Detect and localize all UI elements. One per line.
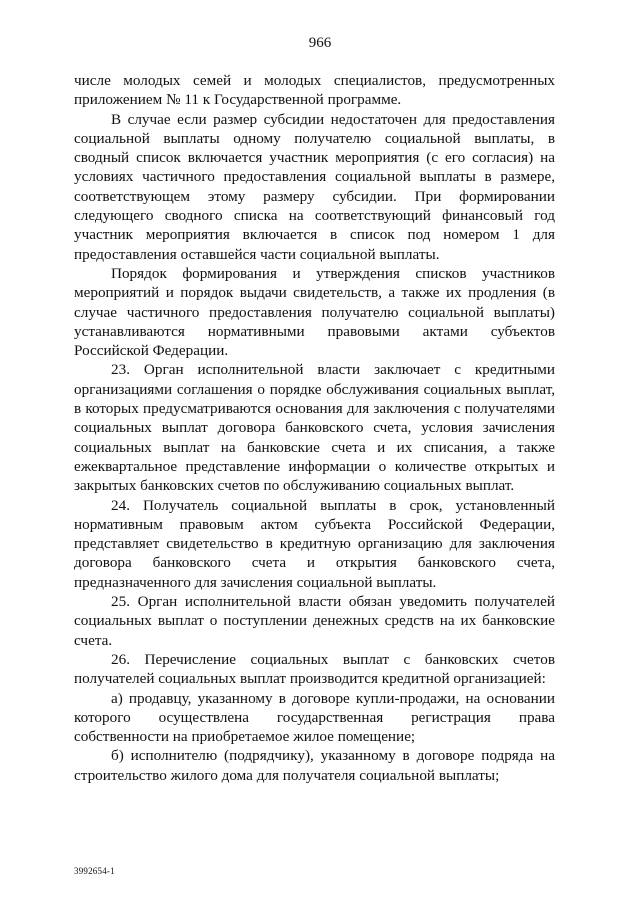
paragraph-item-24: 24. Получатель социальной выплаты в срок, установленный нормативным правовым актом субъекта Российской Федерации, представляет свидетельство в кредитную организацию для заключения договора банковского счета и открытия банковского счета, предназначенного для зачисления социальной выплаты.: [74, 496, 555, 591]
paragraph-list-procedure: Порядок формирования и утверждения списков участников мероприятий и порядок выдачи свидетельств, а также их продления (в случае частичного предоставления получателю социальной выплаты) устанавливаются нормативными правовыми актами субъектов Российской Федерации.: [74, 264, 555, 360]
document-body: [74, 71, 555, 785]
paragraph-item-23: 23. Орган исполнительной власти заключает с кредитными организациями соглашения о порядке обслуживания социальных выплат, в которых предусматриваются основания для заключения с получателями социальных выплат договора банковского счета, условия зачисления социальных выплат на банковские счета и их списания, а также ежеквартальное представление информации о количестве открытых и закрытых банковских счетов по обслуживанию социальных выплат.: [74, 361, 555, 495]
paragraph-item-26: 26. Перечисление социальных выплат с банковских счетов получателей социальных выплат производится кредитной организацией:: [74, 650, 555, 688]
paragraph-subitem-a: а) продавцу, указанному в договоре купли-продажи, на основании которого осуществлена государственная регистрация права собственности на приобретаемое жилое помещение;: [74, 689, 555, 746]
paragraph-subitem-b: б) исполнителю (подрядчику), указанному в договоре подряда на строительство жилого дома для получателя социальной выплаты;: [74, 747, 555, 784]
paragraph-continuation: числе молодых семей и молодых специалистов, предусмотренных приложением № 11 к Государственной программе.: [74, 72, 555, 109]
page-number: 966: [308, 35, 332, 51]
paragraph-subsidy-shortfall: В случае если размер субсидии недостаточен для предоставления социальной выплаты одному получателю социальной выплаты, в сводный список включается участник мероприятия (с его согласия) на условиях частичного предоставления социальной выплаты в размере, соответствующем этому размеру субсидии. При формировании следующего сводного списка на соответствующий финансовый год участник мероприятия включается в список под номером 1 для предоставления оставшейся части социальной выплаты.: [74, 110, 555, 263]
document-code: 3992654-1: [74, 866, 115, 876]
paragraph-item-25: 25. Орган исполнительной власти обязан уведомить получателей социальных выплат о поступлении денежных средств на их банковские счета.: [74, 593, 555, 649]
